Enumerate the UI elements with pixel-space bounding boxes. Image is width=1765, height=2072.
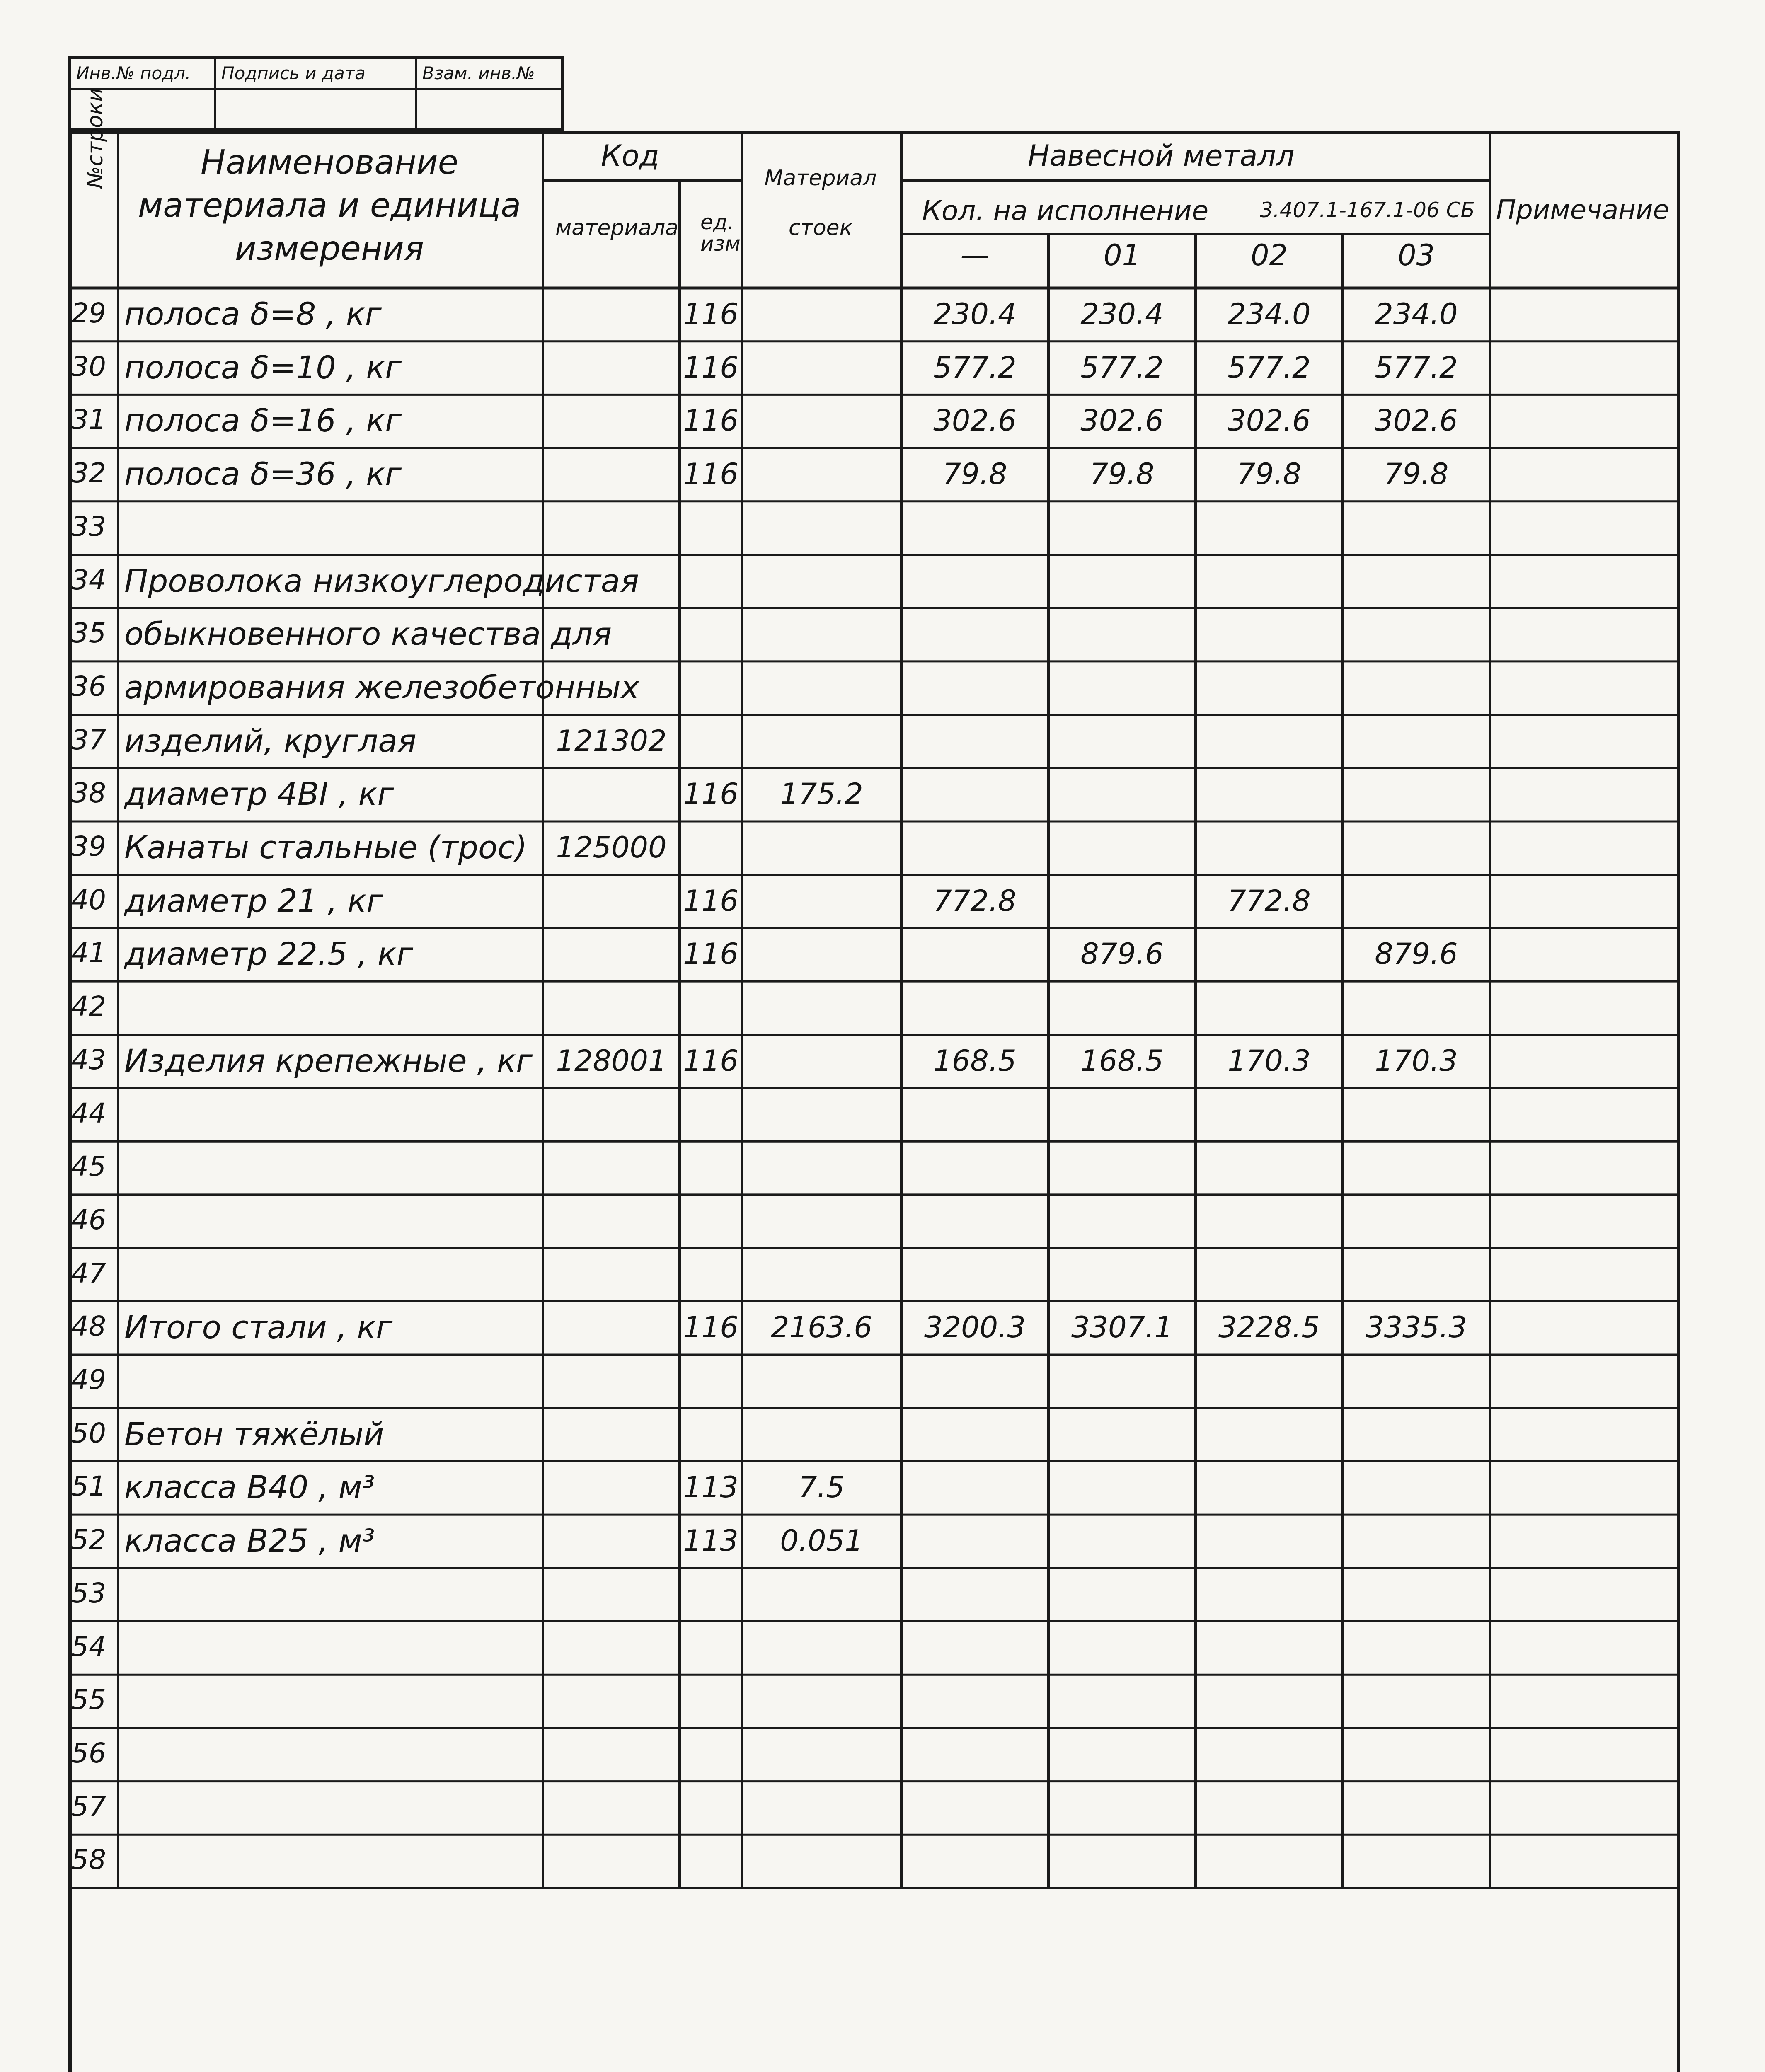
unit-code: 116: [683, 297, 738, 331]
row-number: 43: [71, 1043, 106, 1076]
material-name: Бетон тяжёлый: [124, 1415, 384, 1452]
row-number: 49: [71, 1364, 106, 1396]
qty-per-version-header: Кол. на исполнение: [922, 195, 1209, 227]
code-unit-header: ед. изм: [700, 210, 741, 256]
row-number: 58: [71, 1844, 106, 1876]
material-name: полоса δ=8 , кг: [124, 295, 382, 332]
version-quantity: 3200.3: [924, 1310, 1026, 1345]
row-number: 32: [71, 457, 106, 489]
material-name: полоса δ=36 , кг: [124, 455, 402, 493]
row-number: 38: [71, 777, 106, 809]
material-name: полоса δ=16 , кг: [124, 402, 402, 439]
version-quantity: 3307.1: [1071, 1310, 1173, 1345]
version-quantity: 234.0: [1228, 297, 1311, 331]
material-name: Проволока низкоуглеродистая: [124, 562, 639, 599]
version-col-0: —: [960, 238, 990, 272]
version-quantity: 302.6: [1375, 404, 1458, 438]
material-code: 128001: [556, 1043, 667, 1078]
version-quantity: 577.2: [1080, 350, 1164, 385]
row-number: 44: [71, 1097, 106, 1129]
row-number: 31: [71, 404, 106, 436]
racks-quantity: 175.2: [780, 777, 863, 811]
unit-code: 116: [683, 937, 738, 971]
material-name: армирования железобетонных: [124, 668, 639, 706]
unit-code: 116: [683, 350, 738, 385]
material-name: изделий, круглая: [124, 722, 416, 759]
material-name: класса В40 , м³: [124, 1469, 375, 1506]
material-code: 125000: [556, 830, 667, 864]
version-quantity: 577.2: [933, 350, 1017, 385]
material-name: Итого стали , кг: [124, 1309, 393, 1346]
racks-quantity: 0.051: [780, 1524, 863, 1558]
version-quantity: 234.0: [1375, 297, 1458, 331]
row-number: 36: [71, 670, 106, 702]
row-number: 34: [71, 564, 106, 596]
material-name: диаметр 21 , кг: [124, 882, 383, 919]
version-col-2: 02: [1250, 238, 1288, 272]
row-number: 53: [71, 1577, 106, 1609]
racks-material-header: Материал стоек: [764, 166, 877, 240]
hanging-metal-header: Навесной металл: [1028, 139, 1295, 173]
row-number: 51: [71, 1470, 106, 1503]
unit-code: 116: [683, 884, 738, 918]
row-number: 50: [71, 1417, 106, 1449]
material-name: класса В25 , м³: [124, 1522, 375, 1559]
row-number: 46: [71, 1203, 106, 1236]
version-quantity: 879.6: [1375, 937, 1458, 971]
row-number: 47: [71, 1257, 106, 1289]
row-number: 45: [71, 1150, 106, 1183]
material-name: диаметр 4ВI , кг: [124, 775, 394, 813]
version-quantity: 772.8: [1228, 884, 1311, 918]
unit-code: 116: [683, 404, 738, 438]
row-number: 52: [71, 1524, 106, 1556]
row-number: 40: [71, 884, 106, 916]
version-quantity: 79.8: [942, 457, 1007, 491]
version-quantity: 3228.5: [1218, 1310, 1320, 1345]
row-number: 39: [71, 830, 106, 862]
row-number: 54: [71, 1630, 106, 1663]
racks-quantity: 7.5: [798, 1470, 845, 1505]
row-number-header: №строки: [83, 88, 108, 189]
unit-code: 116: [683, 1043, 738, 1078]
inv-no-label: Инв.№ подл.: [71, 59, 216, 88]
material-name: Канаты стальные (трос): [124, 829, 527, 866]
version-col-3: 03: [1397, 238, 1435, 272]
unit-code: 116: [683, 777, 738, 811]
code-material-header: материала: [555, 215, 679, 240]
version-quantity: 230.4: [1080, 297, 1164, 331]
version-quantity: 79.8: [1237, 457, 1302, 491]
note-header: Примечание: [1496, 195, 1669, 225]
material-name: Изделия крепежные , кг: [124, 1042, 533, 1079]
row-number: 56: [71, 1737, 106, 1769]
material-code: 121302: [556, 724, 667, 758]
row-number: 35: [71, 617, 106, 649]
unit-code: 113: [683, 1470, 738, 1505]
version-quantity: 230.4: [933, 297, 1017, 331]
doc-ref-header: 3.407.1-167.1-06 СБ: [1260, 198, 1475, 222]
material-name: диаметр 22.5 , кг: [124, 935, 413, 973]
row-number: 48: [71, 1310, 106, 1343]
version-quantity: 879.6: [1080, 937, 1164, 971]
version-quantity: 79.8: [1090, 457, 1155, 491]
version-quantity: 577.2: [1228, 350, 1311, 385]
unit-code: 116: [683, 1310, 738, 1345]
version-quantity: 3335.3: [1366, 1310, 1467, 1345]
material-name: обыкновенного качества для: [124, 615, 612, 653]
version-quantity: 302.6: [933, 404, 1017, 438]
row-number: 55: [71, 1684, 106, 1716]
row-number: 30: [71, 350, 106, 382]
version-quantity: 577.2: [1375, 350, 1458, 385]
version-quantity: 170.3: [1375, 1043, 1458, 1078]
unit-code: 113: [683, 1524, 738, 1558]
signature-label: Подпись и дата: [216, 59, 417, 88]
version-col-1: 01: [1103, 238, 1141, 272]
version-quantity: 168.5: [933, 1043, 1017, 1078]
row-number: 42: [71, 990, 106, 1023]
version-quantity: 79.8: [1384, 457, 1449, 491]
version-quantity: 772.8: [933, 884, 1017, 918]
replaces-label: Взам. инв.№: [422, 63, 535, 83]
row-number: 33: [71, 510, 106, 542]
row-number: 37: [71, 724, 106, 756]
version-quantity: 302.6: [1080, 404, 1164, 438]
row-number: 41: [71, 937, 106, 969]
name-header: Наименование материала и единица измерения: [138, 143, 521, 268]
code-header: Код: [601, 139, 659, 173]
version-quantity: 302.6: [1228, 404, 1311, 438]
unit-code: 116: [683, 457, 738, 491]
row-number: 57: [71, 1790, 106, 1823]
material-name: полоса δ=10 , кг: [124, 349, 402, 386]
racks-quantity: 2163.6: [771, 1310, 872, 1345]
version-quantity: 170.3: [1228, 1043, 1311, 1078]
row-number: 29: [71, 297, 106, 329]
version-quantity: 168.5: [1080, 1043, 1164, 1078]
